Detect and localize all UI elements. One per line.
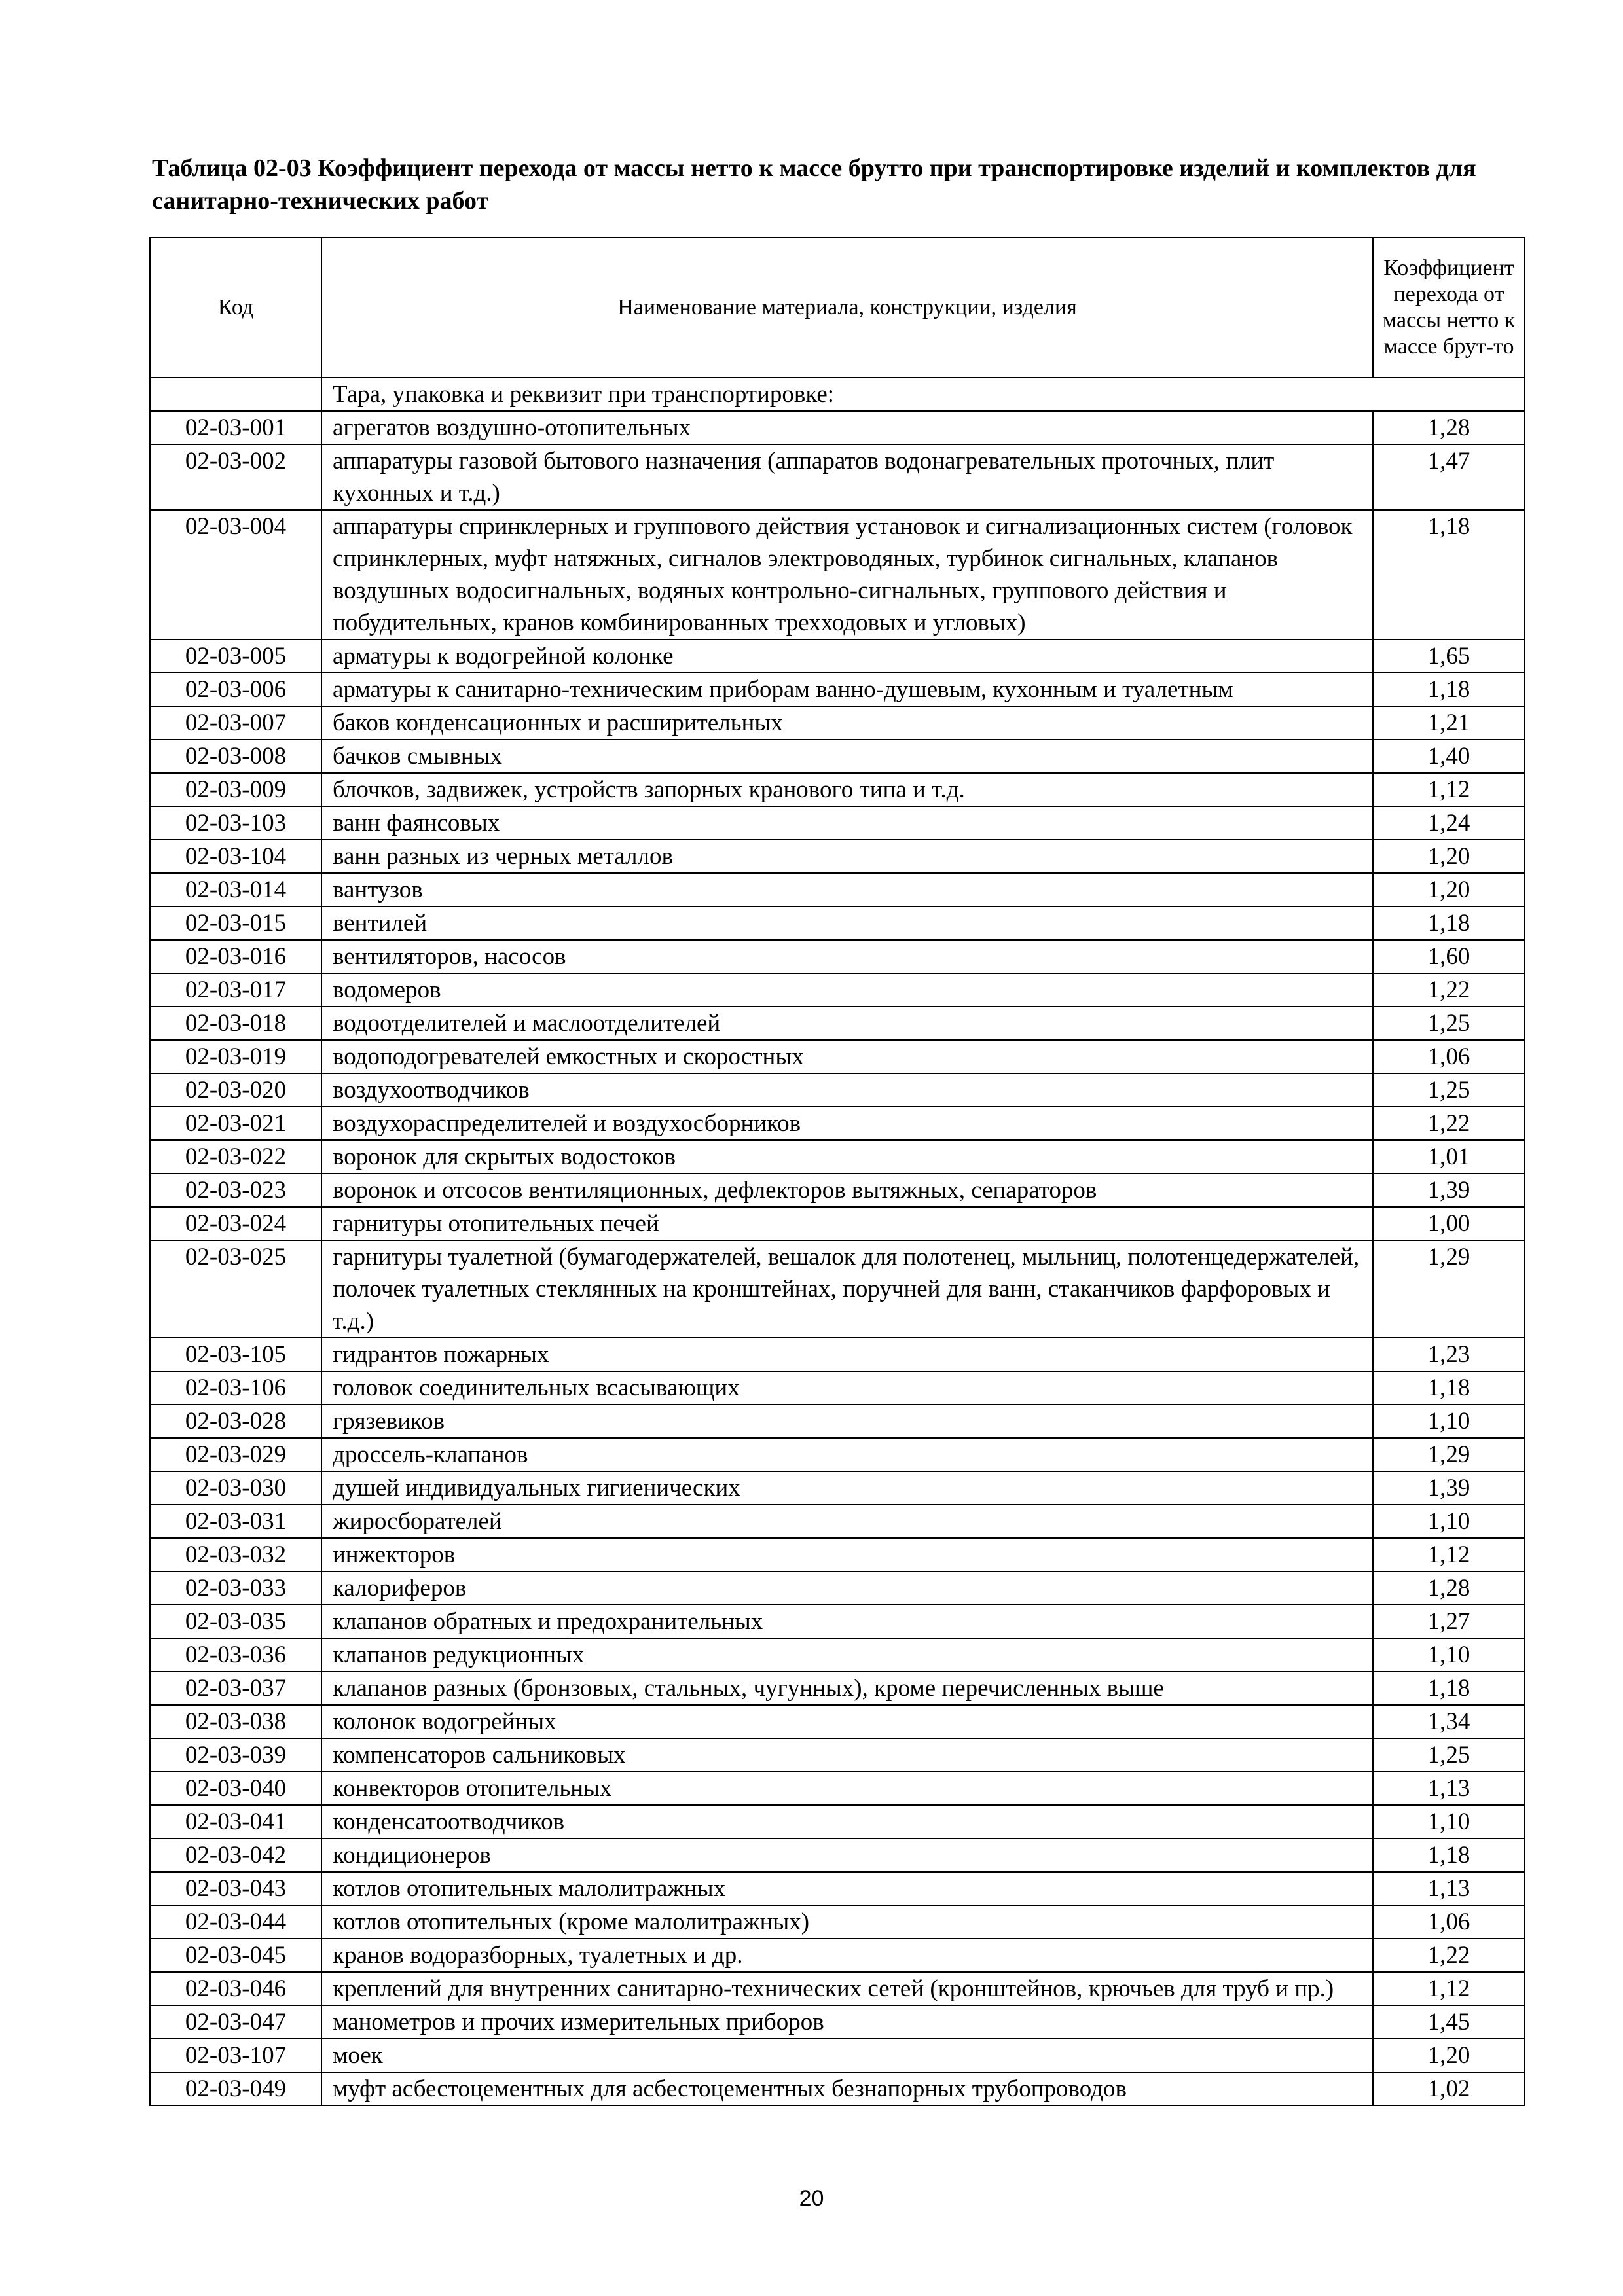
row-name: вентиляторов, насосов [321, 940, 1373, 973]
row-code: 02-03-008 [150, 740, 321, 773]
row-coefficient: 1,18 [1373, 1672, 1525, 1705]
table-row [150, 1972, 1525, 2005]
row-code: 02-03-023 [150, 1174, 321, 1207]
row-name: кондиционеров [321, 1839, 1373, 1872]
row-name: воздухоотводчиков [321, 1073, 1373, 1107]
row-code: 02-03-014 [150, 873, 321, 906]
row-name: гарнитуры туалетной (бумагодержателей, вешалок для полотенец, мыльниц, полотенцедержателей, полочек туалетных стеклянных на кронштейнах, поручней для ванн, стаканчиков фарфоровых и т.д.) [321, 1240, 1373, 1338]
table-row [150, 1371, 1525, 1405]
row-code: 02-03-039 [150, 1738, 321, 1772]
row-coefficient: 1,29 [1373, 1240, 1525, 1338]
table-row [150, 1107, 1525, 1140]
row-coefficient: 1,65 [1373, 639, 1525, 673]
table-row [150, 1471, 1525, 1505]
row-name: баков конденсационных и расширительных [321, 706, 1373, 740]
row-name: клапанов разных (бронзовых, стальных, чугунных), кроме перечисленных выше [321, 1672, 1373, 1705]
row-coefficient: 1,27 [1373, 1605, 1525, 1638]
section-row [150, 378, 1525, 411]
row-name: блочков, задвижек, устройств запорных кранового типа и т.д. [321, 773, 1373, 806]
row-name: водоподогревателей емкостных и скоростных [321, 1040, 1373, 1073]
row-code: 02-03-047 [150, 2005, 321, 2039]
table-row [150, 2072, 1525, 2106]
table-row [150, 673, 1525, 706]
row-code: 02-03-035 [150, 1605, 321, 1638]
section-code-cell [150, 378, 321, 411]
row-coefficient: 1,12 [1373, 1538, 1525, 1571]
row-code: 02-03-032 [150, 1538, 321, 1571]
row-code: 02-03-103 [150, 806, 321, 840]
row-code: 02-03-017 [150, 973, 321, 1007]
row-coefficient: 1,13 [1373, 1872, 1525, 1905]
row-name: моек [321, 2039, 1373, 2072]
row-code: 02-03-036 [150, 1638, 321, 1672]
row-coefficient: 1,28 [1373, 1571, 1525, 1605]
row-coefficient: 1,02 [1373, 2072, 1525, 2106]
row-coefficient: 1,18 [1373, 510, 1525, 639]
table-row [150, 639, 1525, 673]
row-name: гарнитуры отопительных печей [321, 1207, 1373, 1240]
row-coefficient: 1,18 [1373, 906, 1525, 940]
row-name: ванн фаянсовых [321, 806, 1373, 840]
header-coefficient: Коэффициент перехода от массы нетто к массе брут-то [1373, 238, 1525, 378]
row-coefficient: 1,39 [1373, 1174, 1525, 1207]
row-coefficient: 1,47 [1373, 444, 1525, 510]
row-code: 02-03-043 [150, 1872, 321, 1905]
row-coefficient: 1,12 [1373, 773, 1525, 806]
row-coefficient: 1,20 [1373, 840, 1525, 873]
table-row [150, 1207, 1525, 1240]
row-name: аппаратуры газовой бытового назначения (аппаратов водонагревательных проточных, плит кухонных и т.д.) [321, 444, 1373, 510]
row-coefficient: 1,13 [1373, 1772, 1525, 1805]
table-row [150, 1505, 1525, 1538]
row-name: дроссель-клапанов [321, 1438, 1373, 1471]
row-name: гидрантов пожарных [321, 1338, 1373, 1371]
row-code: 02-03-042 [150, 1839, 321, 1872]
row-coefficient: 1,18 [1373, 1839, 1525, 1872]
row-code: 02-03-038 [150, 1705, 321, 1738]
table-row [150, 1040, 1525, 1073]
row-code: 02-03-018 [150, 1007, 321, 1040]
row-code: 02-03-029 [150, 1438, 321, 1471]
row-coefficient: 1,23 [1373, 1338, 1525, 1371]
row-code: 02-03-105 [150, 1338, 321, 1371]
row-code: 02-03-025 [150, 1240, 321, 1338]
row-coefficient: 1,00 [1373, 1207, 1525, 1240]
row-coefficient: 1,01 [1373, 1140, 1525, 1174]
row-code: 02-03-044 [150, 1905, 321, 1939]
table-row [150, 940, 1525, 973]
row-coefficient: 1,10 [1373, 1638, 1525, 1672]
row-name: котлов отопительных малолитражных [321, 1872, 1373, 1905]
row-name: калориферов [321, 1571, 1373, 1605]
row-name: грязевиков [321, 1405, 1373, 1438]
row-coefficient: 1,45 [1373, 2005, 1525, 2039]
row-code: 02-03-031 [150, 1505, 321, 1538]
page-number: 20 [799, 2186, 824, 2211]
row-name: клапанов обратных и предохранительных [321, 1605, 1373, 1638]
table-row [150, 840, 1525, 873]
table-row [150, 2039, 1525, 2072]
table-row [150, 1571, 1525, 1605]
row-code: 02-03-002 [150, 444, 321, 510]
row-name: душей индивидуальных гигиенических [321, 1471, 1373, 1505]
table-row [150, 906, 1525, 940]
header-code: Код [150, 238, 321, 378]
table-row [150, 706, 1525, 740]
table-row [150, 1905, 1525, 1939]
row-coefficient: 1,20 [1373, 2039, 1525, 2072]
table-row [150, 1438, 1525, 1471]
row-code: 02-03-006 [150, 673, 321, 706]
row-coefficient: 1,10 [1373, 1405, 1525, 1438]
row-name: колонок водогрейных [321, 1705, 1373, 1738]
table-row [150, 2005, 1525, 2039]
row-code: 02-03-009 [150, 773, 321, 806]
row-code: 02-03-041 [150, 1805, 321, 1839]
row-coefficient: 1,29 [1373, 1438, 1525, 1471]
table-row [150, 1405, 1525, 1438]
table-row [150, 1672, 1525, 1705]
row-coefficient: 1,21 [1373, 706, 1525, 740]
table-row [150, 1738, 1525, 1772]
row-coefficient: 1,25 [1373, 1007, 1525, 1040]
table-row [150, 510, 1525, 639]
row-coefficient: 1,20 [1373, 873, 1525, 906]
header-name: Наименование материала, конструкции, изделия [321, 238, 1373, 378]
section-title: Тара, упаковка и реквизит при транспортировке: [321, 378, 1525, 411]
row-code: 02-03-020 [150, 1073, 321, 1107]
table-row [150, 1073, 1525, 1107]
row-name: муфт асбестоцементных для асбестоцементных безнапорных трубопроводов [321, 2072, 1373, 2106]
table-row [150, 1605, 1525, 1638]
table-row [150, 1338, 1525, 1371]
row-coefficient: 1,22 [1373, 1939, 1525, 1972]
row-name: вентилей [321, 906, 1373, 940]
row-name: конденсатоотводчиков [321, 1805, 1373, 1839]
row-code: 02-03-005 [150, 639, 321, 673]
table-row [150, 1805, 1525, 1839]
row-code: 02-03-040 [150, 1772, 321, 1805]
row-coefficient: 1,24 [1373, 806, 1525, 840]
row-name: бачков смывных [321, 740, 1373, 773]
row-name: арматуры к водогрейной колонке [321, 639, 1373, 673]
row-coefficient: 1,34 [1373, 1705, 1525, 1738]
row-name: инжекторов [321, 1538, 1373, 1571]
row-name: воронок для скрытых водостоков [321, 1140, 1373, 1174]
row-name: аппаратуры спринклерных и группового действия установок и сигнализационных систем (головок спринклерных, муфт натяжных, сигналов электроводяных, турбинок сигнальных, клапанов воздушных водосигнальных, водяных контрольно-сигнальных, группового действия и побудительных, кранов комбинированных трехходовых и угловых) [321, 510, 1373, 639]
table-row [150, 740, 1525, 773]
row-name: конвекторов отопительных [321, 1772, 1373, 1805]
table-row [150, 1872, 1525, 1905]
row-coefficient: 1,22 [1373, 973, 1525, 1007]
table-row [150, 1538, 1525, 1571]
row-name: компенсаторов сальниковых [321, 1738, 1373, 1772]
row-code: 02-03-046 [150, 1972, 321, 2005]
row-code: 02-03-019 [150, 1040, 321, 1073]
row-code: 02-03-024 [150, 1207, 321, 1240]
table-row [150, 873, 1525, 906]
table-row [150, 1174, 1525, 1207]
row-code: 02-03-016 [150, 940, 321, 973]
row-name: водоотделителей и маслоотделителей [321, 1007, 1373, 1040]
table-row [150, 1140, 1525, 1174]
table-row [150, 1240, 1525, 1338]
row-code: 02-03-104 [150, 840, 321, 873]
row-name: воронок и отсосов вентиляционных, дефлекторов вытяжных, сепараторов [321, 1174, 1373, 1207]
table-row [150, 1705, 1525, 1738]
row-name: котлов отопительных (кроме малолитражных) [321, 1905, 1373, 1939]
row-coefficient: 1,18 [1373, 673, 1525, 706]
row-code: 02-03-021 [150, 1107, 321, 1140]
row-coefficient: 1,22 [1373, 1107, 1525, 1140]
row-coefficient: 1,25 [1373, 1073, 1525, 1107]
row-coefficient: 1,06 [1373, 1040, 1525, 1073]
row-coefficient: 1,39 [1373, 1471, 1525, 1505]
row-name: манометров и прочих измерительных приборов [321, 2005, 1373, 2039]
row-name: воздухораспределителей и воздухосборников [321, 1107, 1373, 1140]
row-coefficient: 1,25 [1373, 1738, 1525, 1772]
table-header-row [150, 238, 1525, 378]
row-code: 02-03-037 [150, 1672, 321, 1705]
table-row [150, 444, 1525, 510]
row-code: 02-03-001 [150, 411, 321, 444]
table-row [150, 1007, 1525, 1040]
row-code: 02-03-049 [150, 2072, 321, 2106]
row-name: вантузов [321, 873, 1373, 906]
row-coefficient: 1,06 [1373, 1905, 1525, 1939]
row-name: головок соединительных всасывающих [321, 1371, 1373, 1405]
row-name: жиросборателей [321, 1505, 1373, 1538]
row-code: 02-03-007 [150, 706, 321, 740]
table-row [150, 806, 1525, 840]
row-name: ванн разных из черных металлов [321, 840, 1373, 873]
row-coefficient: 1,28 [1373, 411, 1525, 444]
row-coefficient: 1,12 [1373, 1972, 1525, 2005]
row-name: агрегатов воздушно-отопительных [321, 411, 1373, 444]
row-name: клапанов редукционных [321, 1638, 1373, 1672]
table-row [150, 773, 1525, 806]
row-code: 02-03-033 [150, 1571, 321, 1605]
row-code: 02-03-015 [150, 906, 321, 940]
row-coefficient: 1,40 [1373, 740, 1525, 773]
row-name: кранов водоразборных, туалетных и др. [321, 1939, 1373, 1972]
row-code: 02-03-004 [150, 510, 321, 639]
row-code: 02-03-106 [150, 1371, 321, 1405]
row-coefficient: 1,60 [1373, 940, 1525, 973]
row-code: 02-03-107 [150, 2039, 321, 2072]
table-row [150, 973, 1525, 1007]
page-title: Таблица 02-03 Коэффициент перехода от массы нетто к массе брутто при транспортировке изделий и комплектов для санитарно-технических работ [152, 154, 1476, 215]
row-code: 02-03-045 [150, 1939, 321, 1972]
row-code: 02-03-028 [150, 1405, 321, 1438]
table-row [150, 1638, 1525, 1672]
row-name: водомеров [321, 973, 1373, 1007]
row-code: 02-03-022 [150, 1140, 321, 1174]
row-name: креплений для внутренних санитарно-технических сетей (кронштейнов, крючьев для труб и пр.) [321, 1972, 1373, 2005]
table-row [150, 1939, 1525, 1972]
row-coefficient: 1,10 [1373, 1505, 1525, 1538]
table-row [150, 1772, 1525, 1805]
table-row [150, 1839, 1525, 1872]
row-name: арматуры к санитарно-техническим приборам ванно-душевым, кухонным и туалетным [321, 673, 1373, 706]
table-row [150, 411, 1525, 444]
row-coefficient: 1,10 [1373, 1805, 1525, 1839]
coefficient-table [149, 237, 1525, 2106]
row-coefficient: 1,18 [1373, 1371, 1525, 1405]
row-code: 02-03-030 [150, 1471, 321, 1505]
